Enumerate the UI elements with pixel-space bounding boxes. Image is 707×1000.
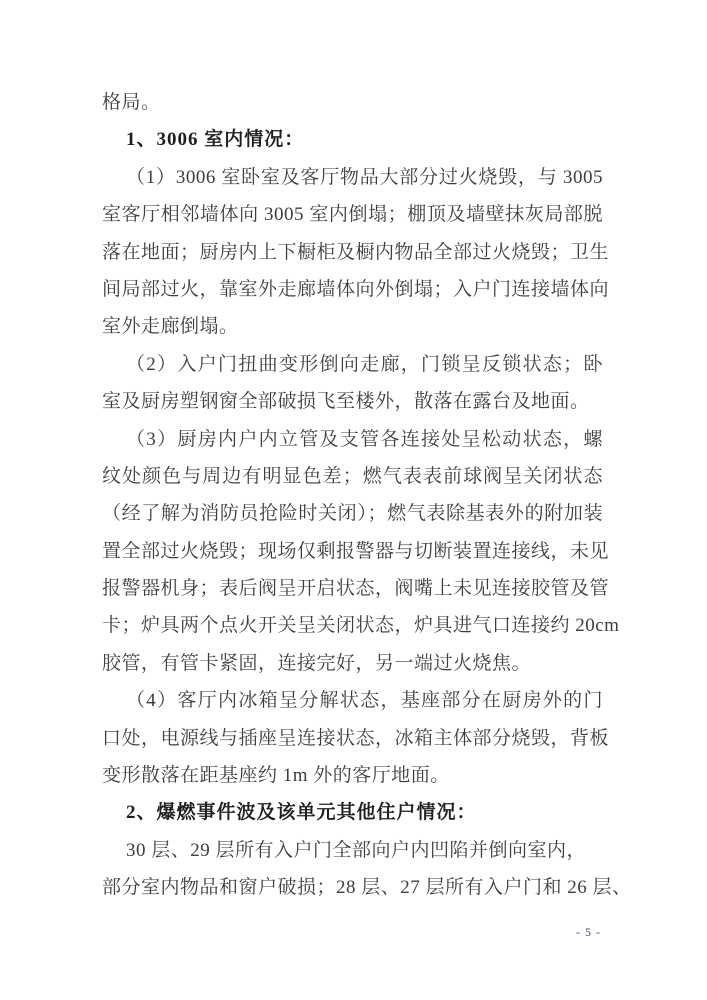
text-line: 口处，电源线与插座呈连接状态，冰箱主体部分烧毁，背板: [102, 727, 610, 749]
section-heading: 2、爆燃事件波及该单元其他住户情况：: [126, 802, 477, 824]
text-line: 置全部过火烧毁；现场仅剩报警器与切断装置连接线，未见: [102, 540, 610, 562]
text-line: （3）厨房内户内立管及支管各连接处呈松动状态，螺: [126, 428, 603, 450]
page-number: - 5 -: [576, 925, 601, 939]
text-line: 卡；炉具两个点火开关呈关闭状态，炉具进气口连接约 20cm: [102, 615, 620, 637]
text-line: 室外走廊倒塌。: [102, 316, 239, 338]
document-body: [102, 84, 632, 907]
text-line: （2）入户门扭曲变形倒向走廊，门锁呈反锁状态；卧: [126, 353, 603, 375]
text-line: 格局。: [102, 92, 161, 113]
text-line: 间局部过火，靠室外走廊墙体向外倒塌；入户门连接墙体向: [102, 278, 610, 300]
text-line: 胶管，有管卡紧固，连接完好，另一端过火烧焦。: [102, 652, 532, 674]
text-line: （4）客厅内冰箱呈分解状态，基座部分在厨房外的门: [126, 690, 603, 712]
text-line: 变形散落在距基座约 1m 外的客厅地面。: [102, 765, 450, 787]
text-line: 报警器机身；表后阀呈开启状态，阀嘴上未见连接胶管及管: [102, 578, 610, 600]
section-heading: 1、3006 室内情况：: [126, 129, 305, 151]
text-line: 室及厨房塑钢窗全部破损飞至楼外，散落在露台及地面。: [102, 391, 590, 413]
text-line: 部分室内物品和窗户破损；28 层、27 层所有入户门和 26 层、: [102, 877, 632, 899]
text-line: 纹处颜色与周边有明显色差；燃气表表前球阀呈关闭状态: [102, 465, 603, 487]
text-line: （经了解为消防员抢险时关闭）；燃气表除基表外的附加装: [102, 503, 603, 525]
text-line: （1）3006 室卧室及客厅物品大部分过火烧毁，与 3005: [126, 166, 603, 188]
text-line: 落在地面；厨房内上下橱柜及橱内物品全部过火烧毁；卫生: [102, 241, 610, 263]
text-line: 室客厅相邻墙体向 3005 室内倒塌；棚顶及墙壁抹灰局部脱: [102, 204, 603, 226]
text-line: 30 层、29 层所有入户门全部向户内凹陷并倒向室内，: [126, 839, 587, 861]
